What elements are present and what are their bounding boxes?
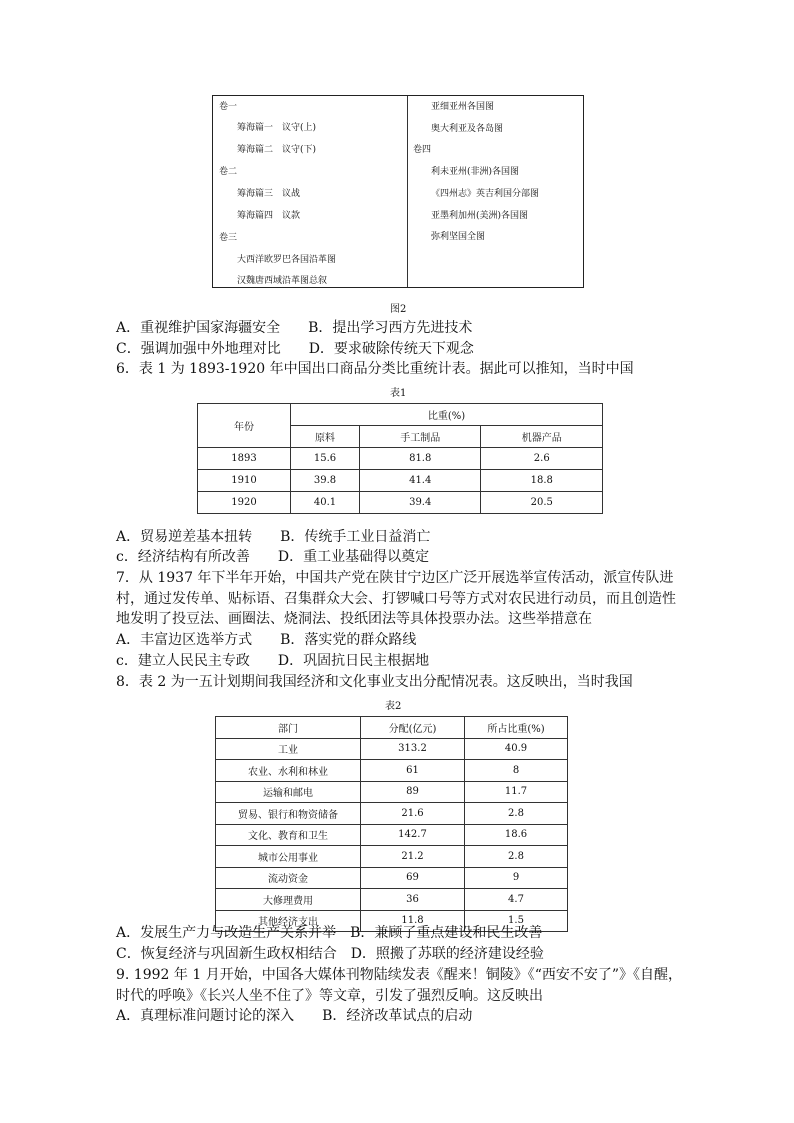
q5-options-cd: C．强调加强中外地理对比 D．要求破除传统天下观念 (116, 341, 474, 357)
table-2-cell: 11.8 (361, 910, 465, 932)
table-2-cell: 流动资金 (216, 867, 361, 889)
q8-stem: 8．表 2 为一五计划期间我国经济和文化事业支出分配情况表。这反映出，当时我国 (116, 674, 633, 690)
table-2-header: 所占比重(%) (465, 717, 568, 739)
table-2-cell: 贸易、银行和物资储备 (216, 803, 361, 825)
table-1-cell: 20.5 (481, 492, 603, 514)
table-1-cell: 1893 (198, 448, 291, 470)
table-row (216, 867, 568, 889)
table-2-header: 部门 (216, 717, 361, 739)
q6-stem: 6．表 1 为 1893-1920 年中国出口商品分类比重统计表。据此可以推知，当时中国 (116, 361, 634, 377)
figure-2-right-item: 亚墨利加州(美洲)各国图 (431, 211, 529, 221)
table-2-cell: 2.8 (465, 803, 568, 825)
table-1-cell: 41.4 (359, 470, 481, 492)
table-1-cell: 2.6 (481, 448, 603, 470)
figure-2-right-item: 弥利坚国全图 (431, 232, 486, 242)
figure-2-divider (407, 96, 408, 287)
table-2-cell: 4.7 (465, 889, 568, 911)
q6-options-cd: c．经济结构有所改善 D．重工业基础得以奠定 (116, 549, 430, 565)
q6-options-ab: A．贸易逆差基本扭转 B．传统手工业日益消亡 (116, 529, 431, 545)
table-2-cell: 61 (361, 760, 465, 782)
figure-2-right-item: 《四州志》英吉利国分部图 (431, 189, 540, 199)
figure-2-right-item: 利未亚州(非洲)各国图 (431, 167, 520, 177)
figure-2-left-item: 卷一 (219, 102, 238, 112)
table-row (216, 781, 568, 803)
table-2-caption: 表2 (385, 701, 402, 712)
figure-2-right-item: 卷四 (413, 145, 432, 155)
table-1-cell: 1920 (198, 492, 291, 514)
q5-options-ab: A．重视维护国家海疆安全 B．提出学习西方先进技术 (116, 320, 473, 336)
q9-stem-line: 时代的呼唤》《长兴人坐不住了》等文章，引发了强烈反响。这反映出 (116, 988, 543, 1004)
table-1-header-col: 机器产品 (481, 426, 603, 448)
figure-2-left-item: 筹海篇四 议款 (237, 211, 301, 221)
q7-stem-line: 村，通过发传单、贴标语、召集群众大会、打锣喊口号等方式对农民进行动员，而且创造性 (116, 591, 676, 607)
table-1-cell: 40.1 (291, 492, 360, 514)
table-row (216, 738, 568, 760)
table-2-cell: 69 (361, 867, 465, 889)
table-1-caption: 表1 (390, 388, 407, 399)
table-2-cell: 工业 (216, 738, 361, 760)
table-1-cell: 15.6 (291, 448, 360, 470)
table-2-cell: 21.2 (361, 846, 465, 868)
table-2-cell: 其他经济支出 (216, 910, 361, 932)
figure-2-right-item: 亚细亚州各国图 (431, 102, 495, 112)
table-row (216, 760, 568, 782)
table-row (216, 824, 568, 846)
table-2-header: 分配(亿元) (361, 717, 465, 739)
table-2-cell: 11.7 (465, 781, 568, 803)
table-row (216, 846, 568, 868)
table-2-cell: 36 (361, 889, 465, 911)
table-2-cell: 21.6 (361, 803, 465, 825)
q9-stem-line: 9. 1992 年 1 月开始，中国各大媒体刊物陆续发表《醒来！铜陵》《“西安不安了”》《自醒， (116, 967, 683, 983)
table-2-cell: 文化、教育和卫生 (216, 824, 361, 846)
table-2-cell: 89 (361, 781, 465, 803)
table-row (198, 492, 603, 514)
table-2-cell: 313.2 (361, 738, 465, 760)
q8-options-cd: C．恢复经济与巩固新生政权相结合 D．照搬了苏联的经济建设经验 (116, 946, 544, 962)
figure-2-right-item: 奥大利亚及各岛图 (431, 124, 504, 134)
table-1-cell: 18.8 (481, 470, 603, 492)
table-2-cell: 城市公用事业 (216, 846, 361, 868)
table-2-cell: 40.9 (465, 738, 568, 760)
table-1 (197, 403, 603, 514)
table-2 (215, 716, 568, 932)
table-2-cell: 1.5 (465, 910, 568, 932)
figure-2-left-item: 卷二 (219, 167, 238, 177)
table-row (216, 803, 568, 825)
figure-2-catalog (212, 95, 584, 288)
table-1-cell: 81.8 (359, 448, 481, 470)
table-row (198, 448, 603, 470)
figure-2-left-item: 筹海篇三 议战 (237, 189, 301, 199)
table-1-cell: 39.4 (359, 492, 481, 514)
table-2-cell: 2.8 (465, 846, 568, 868)
figure-2-left-item: 汉魏唐西域沿革图总叙 (237, 276, 328, 286)
table-1-header-col: 原料 (291, 426, 360, 448)
table-2-cell: 142.7 (361, 824, 465, 846)
q7-options-ab: A．丰富边区选举方式 B．落实党的群众路线 (116, 632, 417, 648)
q7-stem-line: 地发明了投豆法、画圈法、烧洞法、投纸团法等具体投票办法。这些举措意在 (116, 611, 592, 627)
figure-2-left-item: 卷三 (219, 233, 238, 243)
q7-options-cd: c．建立人民民主专政 D．巩固抗日民主根据地 (116, 653, 430, 669)
table-2-cell: 18.6 (465, 824, 568, 846)
table-2-cell: 8 (465, 760, 568, 782)
figure-2-left-item: 筹海篇二 议守(下) (237, 145, 317, 155)
table-row (216, 889, 568, 911)
table-1-header-col: 手工制品 (359, 426, 481, 448)
table-2-cell: 运输和邮电 (216, 781, 361, 803)
figure-2-left-item: 筹海篇一 议守(上) (237, 123, 317, 133)
table-2-cell: 大修理费用 (216, 889, 361, 911)
q7-stem-line: 7．从 1937 年下半年开始，中国共产党在陕甘宁边区广泛开展选举宣传活动，派宣传队进 (116, 570, 674, 586)
table-1-header-year: 年份 (198, 404, 291, 448)
table-2-cell: 9 (465, 867, 568, 889)
figure-2-left-item: 大西洋欧罗巴各国沿革图 (237, 255, 337, 265)
q9-options-ab: A．真理标准问题讨论的深入 B．经济改革试点的启动 (116, 1008, 473, 1024)
figure-2-caption: 图2 (390, 304, 407, 315)
table-1-cell: 39.8 (291, 470, 360, 492)
q8-options-ab: A．发展生产力与改造生产关系并举 B．兼顾了重点建设和民生改善 (116, 925, 543, 941)
table-row (198, 470, 603, 492)
table-2-cell: 农业、水利和林业 (216, 760, 361, 782)
table-1-header-group: 比重(%) (291, 404, 603, 426)
table-1-cell: 1910 (198, 470, 291, 492)
